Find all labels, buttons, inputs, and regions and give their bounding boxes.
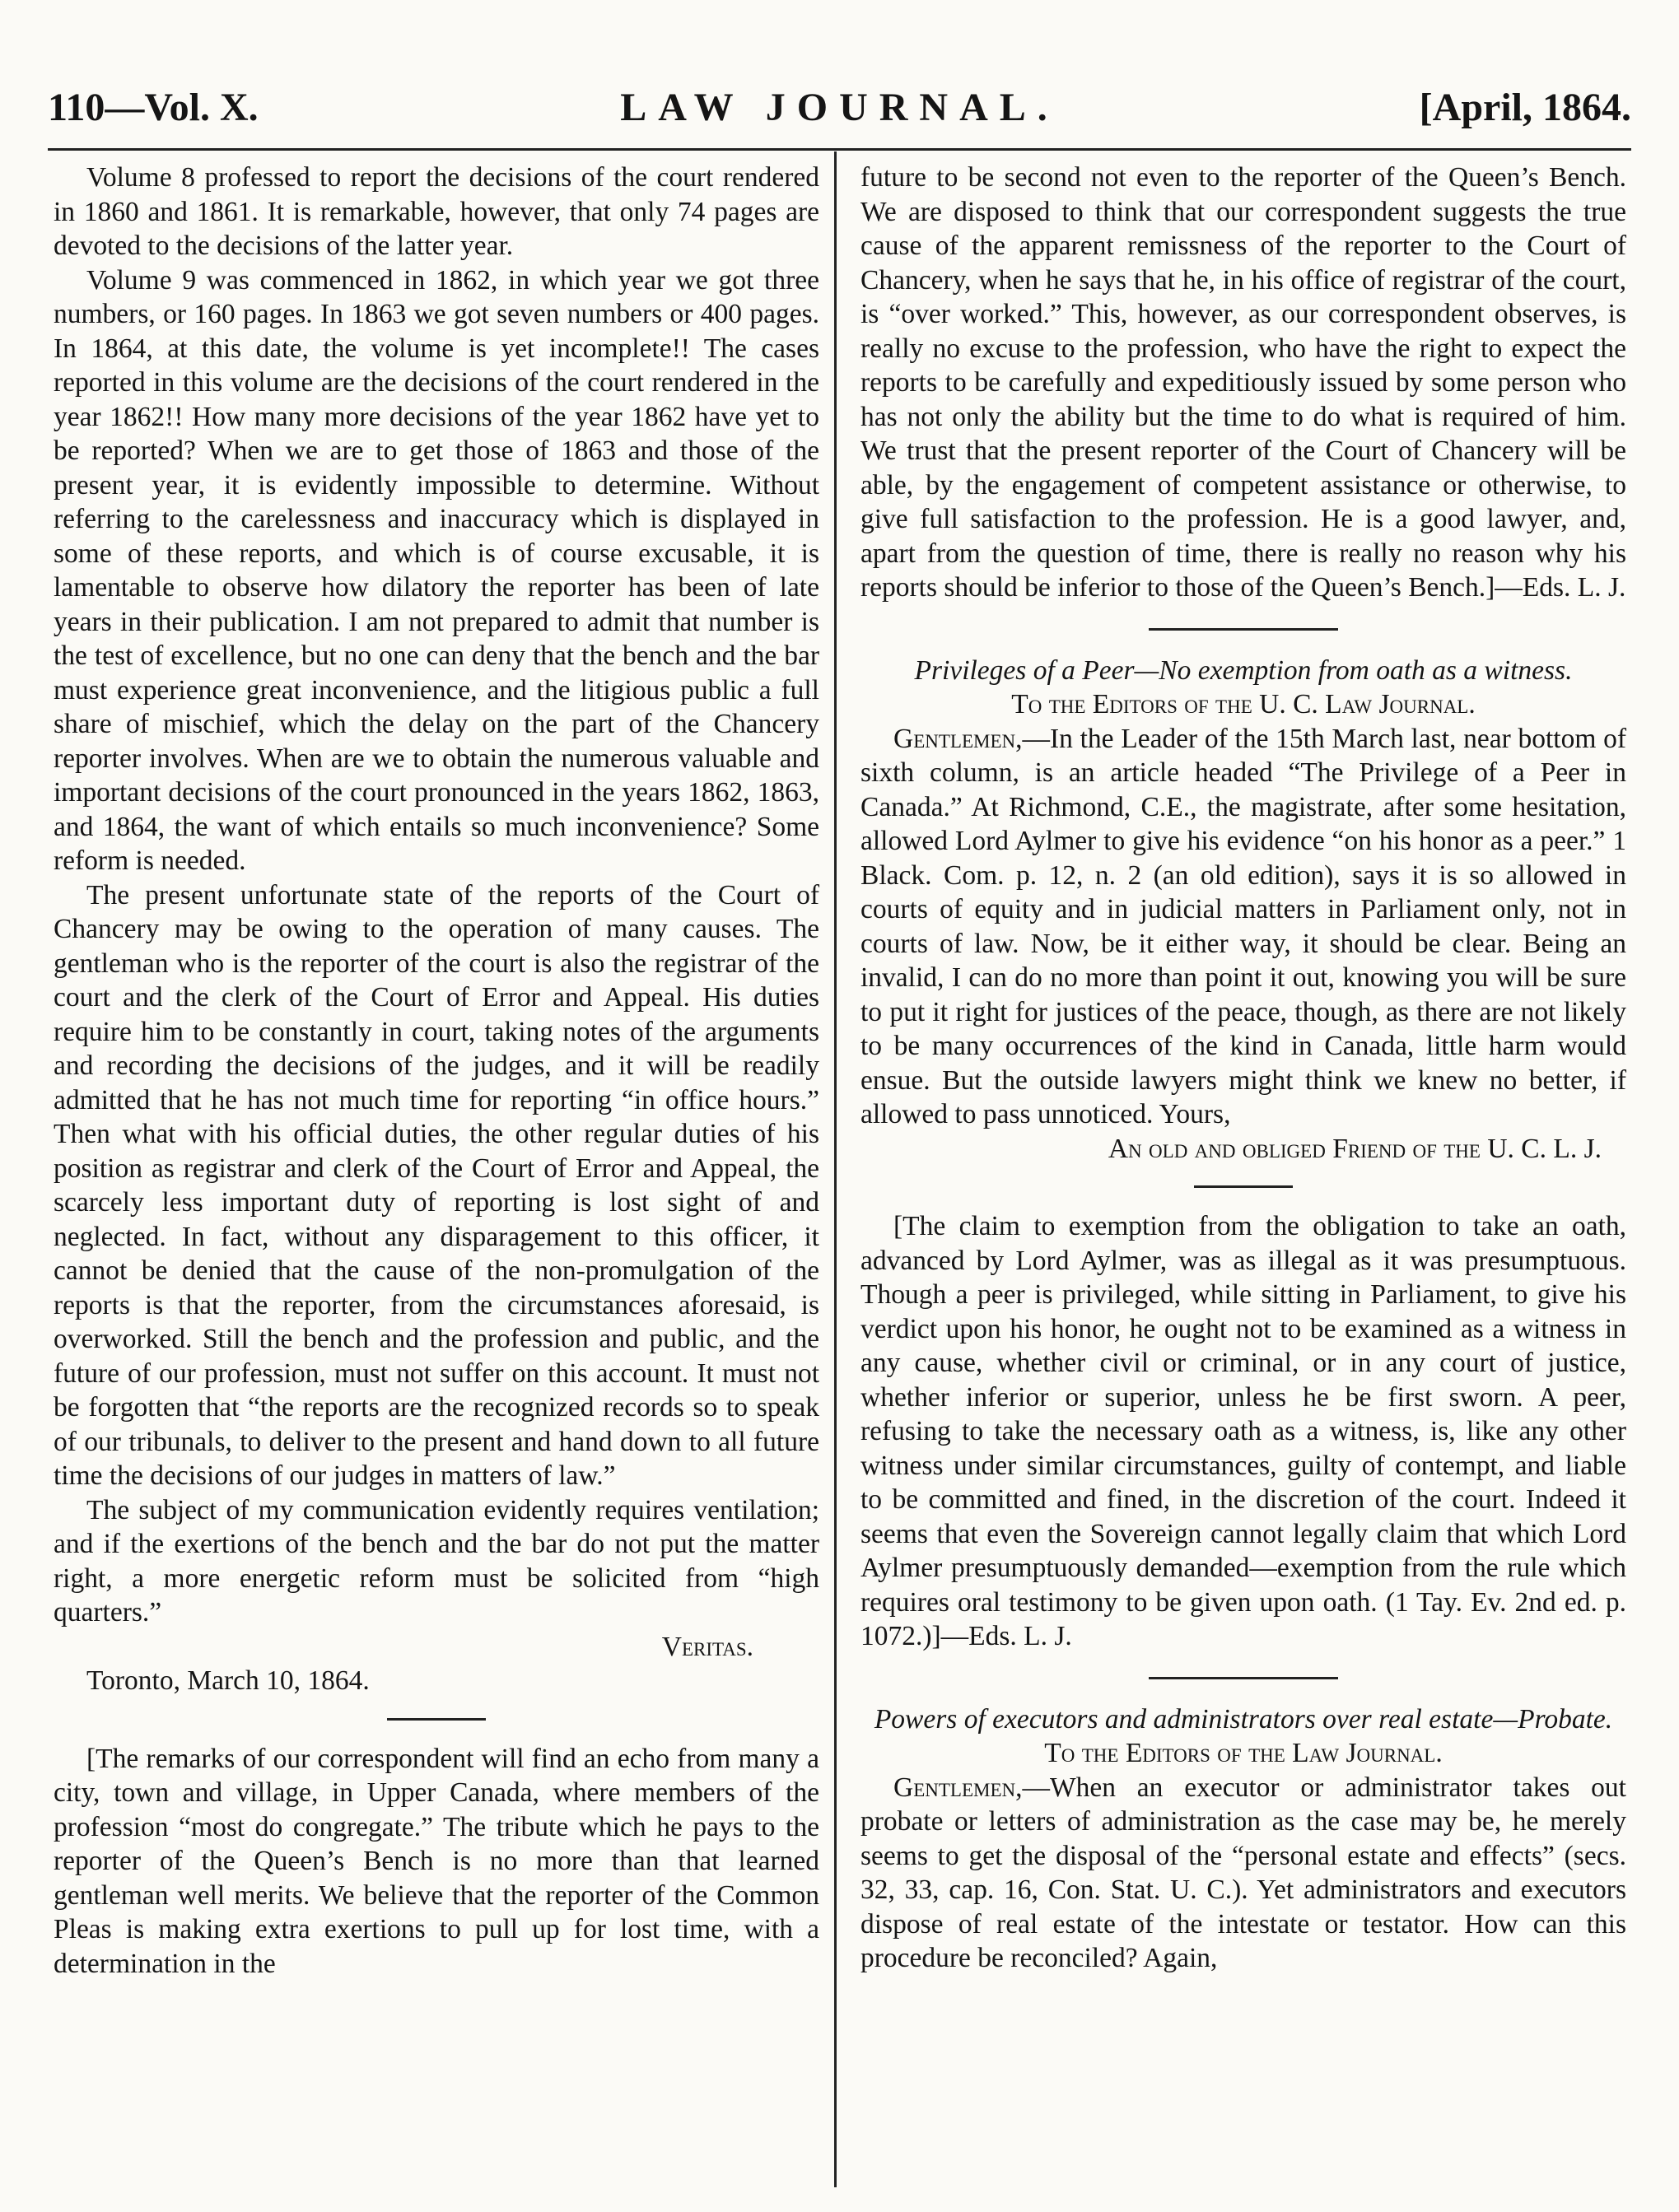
article-heading: Powers of executors and administrators over real estate—Probate. [874, 1703, 1613, 1735]
section-rule [1194, 1185, 1293, 1188]
editorial-note: [The remarks of our correspondent will find an echo from many a city, town and village, in Upper Canada, where members of the profession “most do congregate.” The tribute which he pays to the reporter of the Queen’s Bench is no more than that learned gentleman well merits. We believe that the reporter of the Common Pleas is making extra exertions to pull up for lost time, with a determination in the [54, 1743, 819, 1979]
salutation: Gentlemen, [893, 723, 1023, 754]
letter-body [860, 1771, 1626, 1976]
letter-text: —When an executor or administrator takes out probate or letters of administration as the case may be, he merely seems to get the disposal of the “personal estate and effects” (secs. 32, 33, cap. 16, Con. Stat. U. C.). Yet administrators and executors dispose of real estate of the intestate or testator. How can this procedure be reconciled? Again, [860, 1772, 1626, 1973]
column-divider [834, 151, 837, 2187]
page-volume: 110—Vol. X. [48, 86, 259, 129]
running-header [48, 79, 1631, 137]
section-rule [1149, 628, 1338, 631]
signature: Veritas. [661, 1631, 753, 1662]
place-date: Toronto, March 10, 1864. [86, 1665, 370, 1696]
paragraph: Volume 9 was commenced in 1862, in which year we got three numbers, or 160 pages. In 1863 we got seven numbers or 400 pages. In 1864, at this date, the volume is yet incomplete!! The cases reported in this volume are the decisions of the court rendered in the year 1862!! How many more decisions of the year 1862 have yet to be reported? When we are to get those of 1863 and those of the present year, it is evidently impossible to determine. Without referring to the carelessness and inaccuracy which is displayed in some of these reports, and which is of course excusable, it is lamentable to observe how dilatory the reporter has been of late years in their publication. I am not prepared to admit that number is the test of excellence, but no one can deny that the bench and the bar must experience great inconvenience, and the litigious public a full share of mischief, which the delay on the part of the Chancery reporter involves. When are we to obtain the numerous valuable and important decisions of the court pronounced in the years 1862, 1863, and 1864, the want of which entails so much inconvenience? Some reform is needed. [54, 264, 819, 876]
addressee: To the Editors of the Law Journal. [1044, 1738, 1443, 1768]
letter-body [860, 722, 1626, 1132]
paragraph: The subject of my communication evidently requires ventilation; and if the exertions of the bench and the bar do not put the matter right, a more energetic reform must be solicited from “high quarters.” [54, 1494, 819, 1628]
right-column [860, 161, 1626, 1976]
article-heading: Privileges of a Peer—No exemption from oath as a witness. [914, 654, 1573, 686]
section-rule [1149, 1677, 1338, 1679]
journal-title: LAW JOURNAL. [620, 86, 1059, 129]
editorial-note: [The claim to exemption from the obligation to take an oath, advanced by Lord Aylmer, was as illegal as it was presumptuous. Though a peer is privileged, while sitting in Parliament, to give his verdict upon his honor, he ought not to be examined as a witness in any cause, whether civil or criminal, or in any court of justice, whether inferior or superior, unless he be first sworn. A peer, refusing to take the necessary oath as a witness, is, like any other witness under similar circumstances, guilty of contempt, and liable to be committed and fined, in the discretion of the court. Indeed it seems that even the Sovereign cannot legally claim that which Lord Aylmer presumptuously demanded—exemption from the rule which requires oral testimony to be given upon oath. (1 Tay. Ev. 2nd ed. p. 1072.)]—Eds. L. J. [860, 1211, 1626, 1651]
letter-signature: An old and obliged Friend of the U. C. L. J. [1108, 1133, 1602, 1164]
addressee: To the Editors of the U. C. Law Journal. [1011, 689, 1476, 719]
issue-date: [April, 1864. [1419, 86, 1631, 129]
left-column [54, 161, 819, 1981]
header-rule [48, 148, 1631, 151]
paragraph: Volume 8 professed to report the decisions of the court rendered in 1860 and 1861. It is remarkable, however, that only 74 pages are devoted to the decisions of the latter year. [54, 162, 819, 261]
paragraph: future to be second not even to the reporter of the Queen’s Bench. We are disposed to think that our correspondent suggests the true cause of the apparent remissness of the reporter to the Court of Chancery, when he says that he, in his office of registrar of the court, is “over worked.” This, however, as our correspondent observes, is really no excuse to the profession, who have the right to expect the reports to be carefully and expeditiously issued by some person who has not only the ability but the time to do what is required of him. We trust that the present reporter of the Court of Chancery will be able, by the engagement of competent assistance or otherwise, to give full satisfaction to the profession. He is a good lawyer, and, apart from the question of time, there is really no reason why his reports should be inferior to those of the Queen’s Bench.]—Eds. L. J. [860, 162, 1626, 603]
section-rule [387, 1718, 486, 1721]
letter-text: —In the Leader of the 15th March last, near bottom of sixth column, is an article headed “The Privilege of a Peer in Canada.” At Richmond, C.E., the magistrate, after some hesitation, allowed Lord Aylmer to give his evidence “on his honor as a peer.” 1 Black. Com. p. 12, n. 2 (an old edition), says it is so allowed in courts of equity and in judicial matters in Parliament only, not in courts of law. Now, be it either way, it should be clear. Being an invalid, I can do no more than point it out, knowing you will be sure to put it right for justices of the peace, though, as there are not likely to be many occurrences of the kind in Canada, little harm would ensue. But the outside lawyers might think we knew no better, if allowed to pass unnoticed. [860, 723, 1626, 1129]
closing: Yours, [1159, 1099, 1231, 1129]
paragraph: The present unfortunate state of the reports of the Court of Chancery may be owing to the operation of many causes. The gentleman who is the reporter of the court is also the registrar of the court and the clerk of the Court of Error and Appeal. His duties require him to be constantly in court, taking notes of the arguments and recording the decisions of the judges, and it will be readily admitted that he has not much time for reporting “in office hours.” Then what with his official duties, the other regular duties of his position as registrar and clerk of the Court of Error and Appeal, the scarcely less important duty of reporting is lost sight of and neglected. In fact, without any disparagement to this officer, it cannot be denied that the cause of the non-promulgation of the reports is that the reporter, from the circumstances aforesaid, is overworked. Still the bench and the profession and public, and the future of our profession, must not suffer on this account. It must not be forgotten that “the reports are the recognized records so to speak of our tribunals, to deliver to the present and hand down to all future time the decisions of our judges in matters of law.” [54, 879, 819, 1491]
salutation: Gentlemen, [893, 1772, 1023, 1803]
